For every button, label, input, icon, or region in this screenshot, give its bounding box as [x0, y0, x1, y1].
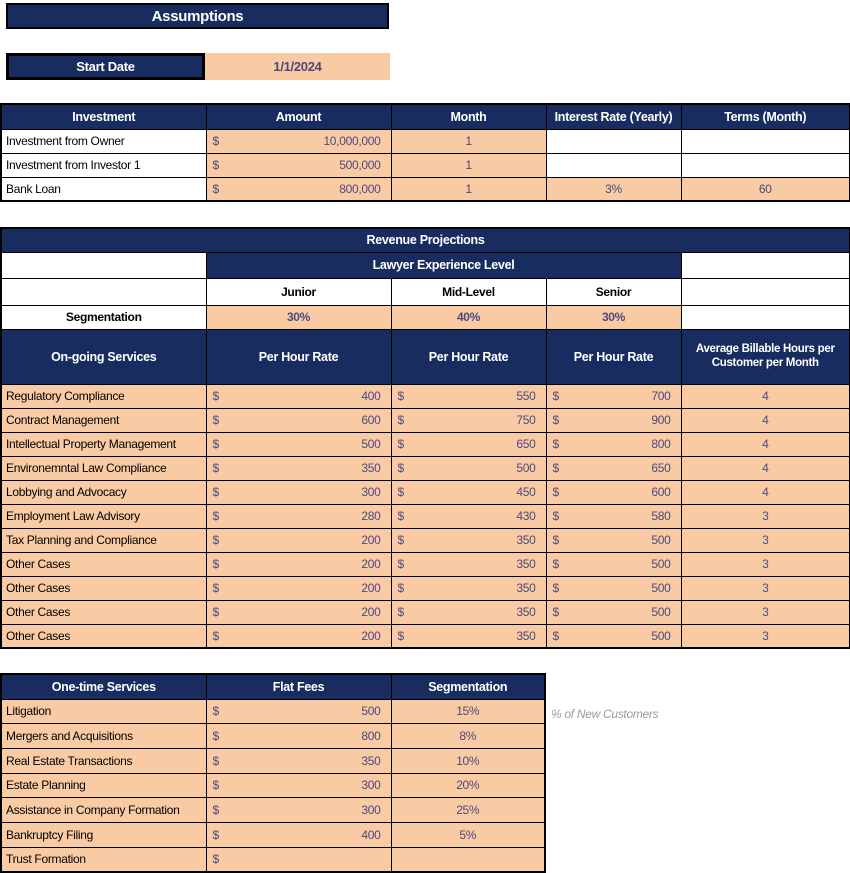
- hours-cell[interactable]: 3: [681, 576, 850, 600]
- service-name-cell[interactable]: Mergers and Acquisitions: [1, 724, 206, 749]
- table-row-partial: [1, 847, 545, 872]
- rate-mid-cell[interactable]: $ 430: [391, 504, 546, 528]
- currency-symbol: $: [552, 461, 559, 475]
- col-header-flat-fees: Flat Fees: [206, 674, 391, 699]
- rate-junior-cell[interactable]: $ 200: [206, 528, 391, 552]
- currency-symbol: $: [212, 134, 219, 148]
- rate-junior-cell[interactable]: $ 200: [206, 552, 391, 576]
- service-name-cell[interactable]: Tax Planning and Compliance: [1, 528, 206, 552]
- hours-cell[interactable]: 4: [681, 480, 850, 504]
- rate-mid-cell[interactable]: $ 350: [391, 576, 546, 600]
- rate-mid-cell[interactable]: $ 650: [391, 432, 546, 456]
- amount-cell[interactable]: [206, 177, 391, 201]
- hours-cell[interactable]: 4: [681, 432, 850, 456]
- col-header-interest-rate: Interest Rate (Yearly): [546, 104, 681, 129]
- revenue-title-row: [1, 228, 850, 252]
- table-row: [1, 432, 850, 456]
- amount-cell[interactable]: [206, 129, 391, 153]
- rate-mid-cell[interactable]: $ 450: [391, 480, 546, 504]
- flat-fee-cell[interactable]: $ 800: [206, 724, 391, 749]
- currency-symbol: $: [552, 581, 559, 595]
- segmentation-cell[interactable]: 15%: [391, 699, 545, 724]
- col-header-per-hour-rate-mid: Per Hour Rate: [391, 329, 546, 384]
- flat-fee-cell[interactable]: $ 350: [206, 748, 391, 773]
- blank-cell: [681, 278, 850, 305]
- currency-symbol: $: [397, 557, 404, 571]
- page-title: Assumptions: [6, 3, 389, 29]
- segmentation-cell[interactable]: 5%: [391, 822, 545, 847]
- rate-junior-cell[interactable]: $ 200: [206, 624, 391, 648]
- rate-senior-cell[interactable]: $ 600: [546, 480, 681, 504]
- currency-symbol: $: [397, 413, 404, 427]
- amount-value: 10,000,000: [323, 134, 381, 148]
- hours-cell[interactable]: 3: [681, 528, 850, 552]
- rate-senior-cell[interactable]: $ 500: [546, 528, 681, 552]
- service-name-cell[interactable]: Other Cases: [1, 576, 206, 600]
- table-row: [1, 177, 850, 201]
- rate-junior-cell[interactable]: $ 200: [206, 600, 391, 624]
- currency-symbol: $: [212, 389, 219, 403]
- service-name-cell[interactable]: Other Cases: [1, 600, 206, 624]
- level-junior: Junior: [206, 278, 391, 305]
- rate-senior-cell[interactable]: $ 650: [546, 456, 681, 480]
- currency-symbol: $: [212, 485, 219, 499]
- service-name-cell[interactable]: Estate Planning: [1, 773, 206, 798]
- revenue-projections-title: Revenue Projections: [1, 228, 850, 252]
- investment-name-cell[interactable]: Investment from Owner: [1, 129, 206, 153]
- flat-fee-cell[interactable]: $ 400: [206, 822, 391, 847]
- rate-senior-cell[interactable]: $ 900: [546, 408, 681, 432]
- rate-senior-cell[interactable]: $ 800: [546, 432, 681, 456]
- rate-mid-cell[interactable]: $ 350: [391, 600, 546, 624]
- level-senior: Senior: [546, 278, 681, 305]
- currency-symbol: $: [212, 628, 219, 643]
- one-time-header-row: [1, 674, 545, 699]
- currency-symbol: $: [397, 533, 404, 547]
- investment-name-cell[interactable]: Bank Loan: [1, 177, 206, 201]
- experience-level-header: Lawyer Experience Level: [206, 252, 681, 278]
- month-cell[interactable]: 1: [391, 153, 546, 177]
- rate-junior-cell[interactable]: $ 350: [206, 456, 391, 480]
- col-header-one-time-services: One-time Services: [1, 674, 206, 699]
- ongoing-header-row: [1, 329, 850, 384]
- currency-symbol: $: [552, 557, 559, 571]
- flat-fee-cell[interactable]: $ 300: [206, 798, 391, 823]
- blank-cell: [1, 278, 206, 305]
- currency-symbol: $: [212, 413, 219, 427]
- interest-rate-cell[interactable]: 3%: [546, 177, 681, 201]
- table-row: [1, 456, 850, 480]
- investment-name-cell[interactable]: Investment from Investor 1: [1, 153, 206, 177]
- table-row: [1, 773, 545, 798]
- service-name-cell[interactable]: Environemntal Law Compliance: [1, 456, 206, 480]
- new-customers-note: % of New Customers: [551, 707, 659, 721]
- terms-cell[interactable]: 60: [681, 177, 850, 201]
- service-name-cell[interactable]: Lobbying and Advocacy: [1, 480, 206, 504]
- table-row: [1, 600, 850, 624]
- table-row: [1, 153, 850, 177]
- currency-symbol: $: [212, 557, 219, 571]
- col-header-avg-billable-hours: Average Billable Hours per Customer per Month: [681, 329, 850, 384]
- rate-junior-cell[interactable]: $ 300: [206, 480, 391, 504]
- currency-symbol: $: [552, 605, 559, 619]
- table-row: [1, 552, 850, 576]
- segmentation-cell[interactable]: 25%: [391, 798, 545, 823]
- currency-symbol: $: [212, 803, 219, 818]
- table-row: [1, 576, 850, 600]
- table-row: [1, 699, 545, 724]
- rate-junior-cell[interactable]: $ 400: [206, 384, 391, 408]
- blank-cell: [1, 252, 206, 278]
- flat-fee-cell[interactable]: $ 500: [206, 699, 391, 724]
- currency-symbol: $: [212, 704, 219, 719]
- service-name-cell[interactable]: Trust Formation: [1, 847, 206, 872]
- segmentation-junior-cell[interactable]: 30%: [206, 305, 391, 329]
- rate-senior-cell[interactable]: $ 500: [546, 552, 681, 576]
- table-row: [1, 384, 850, 408]
- amount-cell[interactable]: [206, 153, 391, 177]
- currency-symbol: $: [212, 461, 219, 475]
- segmentation-cell[interactable]: 20%: [391, 773, 545, 798]
- col-header-month: Month: [391, 104, 546, 129]
- terms-cell[interactable]: [681, 129, 850, 153]
- currency-symbol: $: [397, 461, 404, 475]
- table-row: [1, 724, 545, 749]
- service-name-cell[interactable]: Assistance in Company Formation: [1, 798, 206, 823]
- service-name-cell[interactable]: Employment Law Advisory: [1, 504, 206, 528]
- flat-fee-cell[interactable]: $ 300: [206, 773, 391, 798]
- currency-symbol: $: [212, 158, 219, 172]
- segmentation-cell[interactable]: [391, 847, 545, 872]
- currency-symbol: $: [212, 827, 219, 842]
- hours-cell[interactable]: 3: [681, 624, 850, 648]
- rate-junior-cell[interactable]: $ 280: [206, 504, 391, 528]
- rate-mid-cell[interactable]: $ 350: [391, 552, 546, 576]
- interest-rate-cell[interactable]: [546, 129, 681, 153]
- rate-mid-cell[interactable]: $ 350: [391, 528, 546, 552]
- currency-symbol: $: [397, 581, 404, 595]
- experience-level-row: [1, 252, 850, 278]
- rate-mid-cell[interactable]: $ 350: [391, 624, 546, 648]
- rate-mid-cell[interactable]: $ 750: [391, 408, 546, 432]
- hours-cell[interactable]: 4: [681, 456, 850, 480]
- table-row: [1, 528, 850, 552]
- currency-symbol: $: [397, 389, 404, 403]
- table-row: [1, 748, 545, 773]
- rate-mid-cell[interactable]: $ 550: [391, 384, 546, 408]
- rate-junior-cell[interactable]: $ 200: [206, 576, 391, 600]
- start-date-row: [6, 53, 390, 80]
- currency-symbol: $: [397, 437, 404, 451]
- rate-senior-cell[interactable]: $ 500: [546, 576, 681, 600]
- col-header-per-hour-rate-senior: Per Hour Rate: [546, 329, 681, 384]
- currency-symbol: $: [552, 389, 559, 403]
- currency-symbol: $: [212, 605, 219, 619]
- investment-header-row: [1, 104, 850, 129]
- currency-symbol: $: [552, 485, 559, 499]
- hours-cell[interactable]: 4: [681, 384, 850, 408]
- hours-cell[interactable]: 3: [681, 600, 850, 624]
- service-name-cell[interactable]: Regulatory Compliance: [1, 384, 206, 408]
- currency-symbol: $: [397, 485, 404, 499]
- table-row: [1, 480, 850, 504]
- currency-symbol: $: [397, 605, 404, 619]
- amount-value: 500,000: [339, 158, 381, 172]
- col-header-per-hour-rate-junior: Per Hour Rate: [206, 329, 391, 384]
- service-name-cell[interactable]: Contract Management: [1, 408, 206, 432]
- table-row: [1, 408, 850, 432]
- segmentation-senior-cell[interactable]: 30%: [546, 305, 681, 329]
- service-name-cell[interactable]: Other Cases: [1, 552, 206, 576]
- hours-cell[interactable]: 3: [681, 504, 850, 528]
- currency-symbol: $: [212, 778, 219, 793]
- start-date-label: Start Date: [6, 53, 205, 80]
- service-name-cell[interactable]: Real Estate Transactions: [1, 748, 206, 773]
- table-row: [1, 504, 850, 528]
- segmentation-cell[interactable]: 8%: [391, 724, 545, 749]
- segmentation-mid-cell[interactable]: 40%: [391, 305, 546, 329]
- rate-junior-cell[interactable]: $ 600: [206, 408, 391, 432]
- currency-symbol: $: [552, 628, 559, 643]
- col-header-terms: Terms (Month): [681, 104, 850, 129]
- currency-symbol: $: [212, 581, 219, 595]
- service-name-cell[interactable]: Litigation: [1, 699, 206, 724]
- flat-fee-cell[interactable]: [206, 847, 391, 872]
- service-name-cell[interactable]: Other Cases: [1, 624, 206, 648]
- segmentation-cell[interactable]: 10%: [391, 748, 545, 773]
- rate-senior-cell[interactable]: $ 700: [546, 384, 681, 408]
- levels-row: [1, 278, 850, 305]
- table-row: [1, 129, 850, 153]
- rate-senior-cell[interactable]: $ 580: [546, 504, 681, 528]
- start-date-value-cell[interactable]: 1/1/2024: [205, 53, 390, 80]
- investment-table: [0, 103, 850, 202]
- blank-cell: [681, 305, 850, 329]
- currency-symbol: $: [212, 729, 219, 744]
- col-header-investment: Investment: [1, 104, 206, 129]
- currency-symbol: $: [212, 753, 219, 768]
- currency-symbol: $: [552, 509, 559, 523]
- segmentation-row: [1, 305, 850, 329]
- hours-cell[interactable]: 3: [681, 552, 850, 576]
- col-header-segmentation: Segmentation: [391, 674, 545, 699]
- currency-symbol: $: [397, 628, 404, 643]
- currency-symbol: $: [212, 181, 219, 196]
- service-name-cell[interactable]: Bankruptcy Filing: [1, 822, 206, 847]
- level-mid: Mid-Level: [391, 278, 546, 305]
- rate-junior-cell[interactable]: $ 500: [206, 432, 391, 456]
- currency-symbol: $: [552, 437, 559, 451]
- month-cell[interactable]: 1: [391, 129, 546, 153]
- rate-senior-cell[interactable]: $ 500: [546, 624, 681, 648]
- one-time-services-table: [0, 673, 546, 873]
- col-header-amount: Amount: [206, 104, 391, 129]
- revenue-projections-table: [0, 227, 850, 649]
- segmentation-label: Segmentation: [1, 305, 206, 329]
- terms-cell[interactable]: [681, 153, 850, 177]
- amount-value: 800,000: [339, 181, 381, 196]
- rate-senior-cell[interactable]: $ 500: [546, 600, 681, 624]
- currency-symbol: $: [397, 509, 404, 523]
- currency-symbol: $: [212, 509, 219, 523]
- hours-cell[interactable]: 4: [681, 408, 850, 432]
- currency-symbol: $: [212, 533, 219, 547]
- rate-mid-cell[interactable]: $ 500: [391, 456, 546, 480]
- service-name-cell[interactable]: Intellectual Property Management: [1, 432, 206, 456]
- month-cell[interactable]: 1: [391, 177, 546, 201]
- currency-symbol: $: [212, 437, 219, 451]
- currency-symbol: $: [212, 852, 219, 867]
- interest-rate-cell[interactable]: [546, 153, 681, 177]
- currency-symbol: $: [552, 413, 559, 427]
- table-row: [1, 798, 545, 823]
- currency-symbol: $: [552, 533, 559, 547]
- table-row: [1, 624, 850, 648]
- col-header-ongoing-services: On-going Services: [1, 329, 206, 384]
- table-row: [1, 822, 545, 847]
- blank-cell: [681, 252, 850, 278]
